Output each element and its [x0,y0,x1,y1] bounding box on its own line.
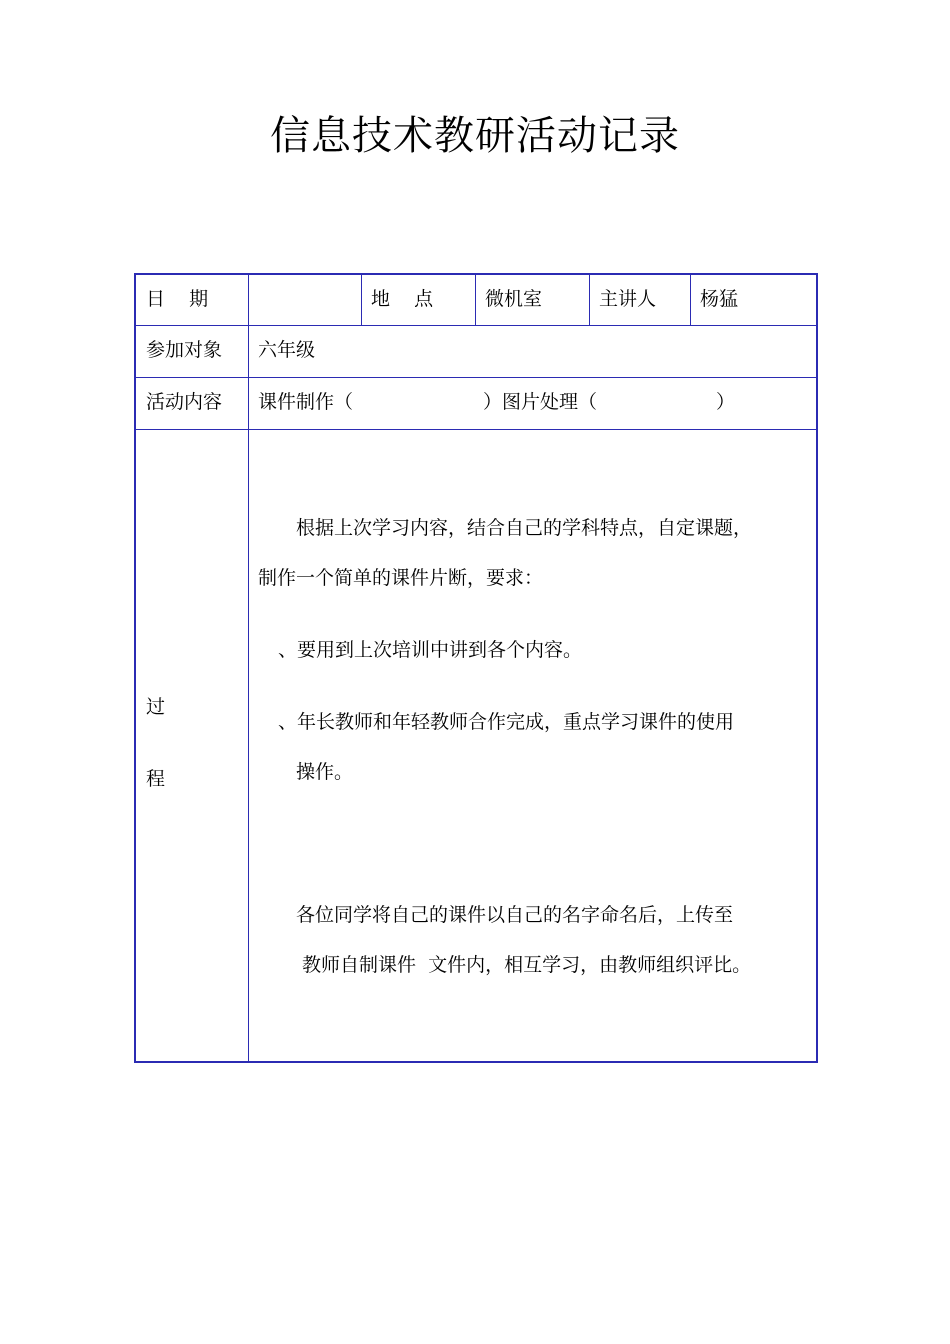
process-paragraph-2-line-2: 教师自制课件 文件内，相互学习，由教师组织评比。 [302,954,752,976]
content-courseware: 课件制作（ [258,391,354,413]
row-divider-2 [136,377,816,378]
speaker-value: 杨猛 [700,288,739,310]
participants-label: 参加对象 [146,339,223,361]
participants-value: 六年级 [258,339,316,361]
row-divider-1 [136,325,816,326]
col-divider-speaker-label [690,275,691,325]
process-paragraph-1-line-1: 根据上次学习内容，结合自己的学科特点，自定课题， [296,517,753,539]
process-requirement-2-line-1: 、年长教师和年轻教师合作完成，重点学习课件的使用 [278,711,735,733]
process-label-char-1: 过 [146,696,166,718]
content-image-processing: ）图片处理（ [483,391,598,413]
col-divider-location-label [475,275,476,325]
activity-record-table [134,273,818,1063]
process-requirement-2-line-2: 操作。 [296,761,354,783]
col-divider-location-value [589,275,590,325]
location-label: 地 点 [371,288,434,310]
date-label: 日 期 [146,288,209,310]
location-value: 微机室 [485,288,543,310]
content-label: 活动内容 [146,391,223,413]
row-divider-3 [136,429,816,430]
document-title: 信息技术教研活动记录 [270,113,680,159]
col-divider-date-value [361,275,362,325]
process-paragraph-1-line-2: 制作一个简单的课件片断，要求： [258,567,544,589]
speaker-label: 主讲人 [599,288,657,310]
process-requirement-1: 、要用到上次培训中讲到各个内容。 [278,639,583,661]
col-divider-label [248,275,249,1061]
content-closing-paren: ） [716,391,736,413]
process-label-char-2: 程 [146,768,166,790]
process-paragraph-2-line-1: 各位同学将自己的课件以自己的名字命名后，上传至 [296,904,734,926]
